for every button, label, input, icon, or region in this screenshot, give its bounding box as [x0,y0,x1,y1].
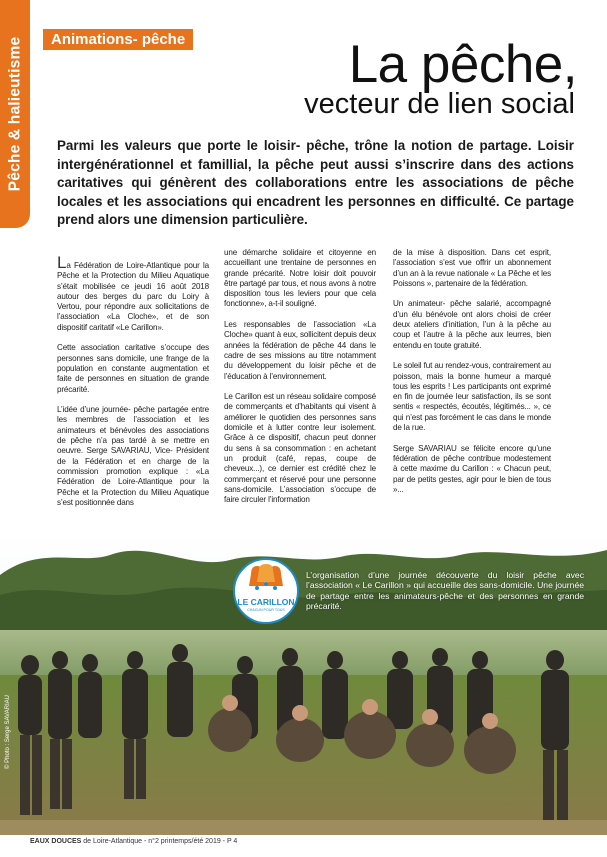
photo-credit: © Photo : Serge SAVARIAU [5,695,11,769]
paragraph: Serge SAVARIAU se félicite encore qu’une fédération de pêche contribue modestement à cette maxime du Carillon : « Chacun peut, par de petits gestes, agir pour le bien de tous »... [393,443,551,494]
paragraph: Cette association caritative s’occupe des personnes sans domicile, une frange de la population en constante augmentation et faite de personnes en situation de grande précarité. [57,343,209,394]
logo-tagline: CHACUN POUR TOUS [247,608,285,612]
paragraph: de la mise à disposition. Dans cet esprit, l’association s’est vue offrir un abonnement d’un an à la revue nationale « La Pêche et les Poissons », partenaire de la fédération. [393,248,551,288]
photo-credit-wrap [3,632,13,832]
drop-cap: L [57,253,67,272]
paragraph [57,253,209,333]
article-subtitle: vecteur de lien social [304,88,575,120]
logo-name: LE CARILLON [237,597,295,607]
section-side-tab-label: Pêche & halieutisme [6,36,23,192]
paragraph-text: a Fédération de Loire-Atlantique pour la Pêche et la Protection du Milieu Aquatique s’était mobilisée ce jeudi 16 août 2018 autour des berges du parc du Loiry à Vertou, pour répondre aux sollicitations de l’association «La Cloche», et de son dispositif caritatif «Le Carillon». [57,261,209,332]
text-column-3 [393,248,551,505]
paragraph: Un animateur- pêche salarié, accompagné d’un élu bénévole ont alors choisi de créer deux ateliers d’initiation, l’un à la pêche au coup et l’autre à la pêche aux leurres, bien entendu en toute gratuité. [393,299,551,350]
footer-brand: EAUX DOUCES [30,838,82,845]
paragraph: une démarche solidaire et citoyenne en accueillant une trentaine de personnes en grande précarité. Notre loisir doit pouvoir être partagé par tous, et nous avons à notre disposition tous les leviers pour que cela fonctionne», a-t-il souligné. [224,248,376,309]
footer-text: de Loire-Atlantique - n°2 printemps/été 2019 - P 4 [81,838,238,845]
text-column-2 [224,248,376,516]
section-side-tab-label-wrap [0,0,30,228]
article-title: La pêche, [348,35,577,94]
page-footer [30,838,237,845]
photo-caption: L’organisation d’une journée découverte du loisir pêche avec l’association « Le Carillon » qui accueille des sans-domicile. Une journée de partage entre les animateurs-pêche et des personnes en grande précarité. [306,570,584,612]
paragraph: Le soleil fut au rendez-vous, contrairement au poisson, mais la bonne humeur a marqué tous les esprits ! Les participants ont exprimé en fin de journée leur satisfaction, ils se sont sentis « respectés, écoutés, légitimés... », ce qui n’est pas forcément le cas dans le monde de la rue. [393,361,551,433]
rubric-label: Animations- pêche [43,29,193,50]
bells-icon [235,560,297,600]
paragraph: L’idée d’une journée- pêche partagée entre les membres de l’association et les animateurs et bénévoles des associations de pêche n’a pas tardé à se mettre en oeuvre. Serge SAVARIAU, Vice- Président de la Fédération et en charge de la commission promotion explique : «La Fédération de Loire-Atlantique pour la Pêche et la Protection du Milieu Aquatique s’est positionnée dans [57,405,209,507]
paragraph: Le Carillon est un réseau solidaire composé de commerçants et d’habitants qui visent à améliorer le quotidien des personnes sans domicile et à lutter contre leur isolement. Grâce à ce dispositif, chacun peut donner du sens à sa consommation : en achetant un produit (café, repas, coupe de cheveux...), ce dernier est crédité chez le commerçant et réservé pour une personne sans-domicile. L’association s’occupe de faire circuler l’information [224,392,376,505]
article-lead: Parmi les valeurs que porte le loisir- pêche, trône la notion de partage. Loisir intergénérationnel et famillial, la pêche peut aussi s’inscrire dans des actions caritatives qui génèrent des collaborations entre les associations de pêche locales et les associations qui encadrent les personnes en difficulté. Ce partage prend alors une dimension particulière. [57,138,574,227]
text-column-1 [57,253,209,518]
paragraph: Les responsables de l’association «La Cloche» quant à eux, sollicitent depuis deux années la fédération de pêche 44 dans le cadre de ses missions au titre notamment du développement du loisir pêche et de l’éducation à l’environnement. [224,320,376,381]
le-carillon-logo [233,558,299,624]
